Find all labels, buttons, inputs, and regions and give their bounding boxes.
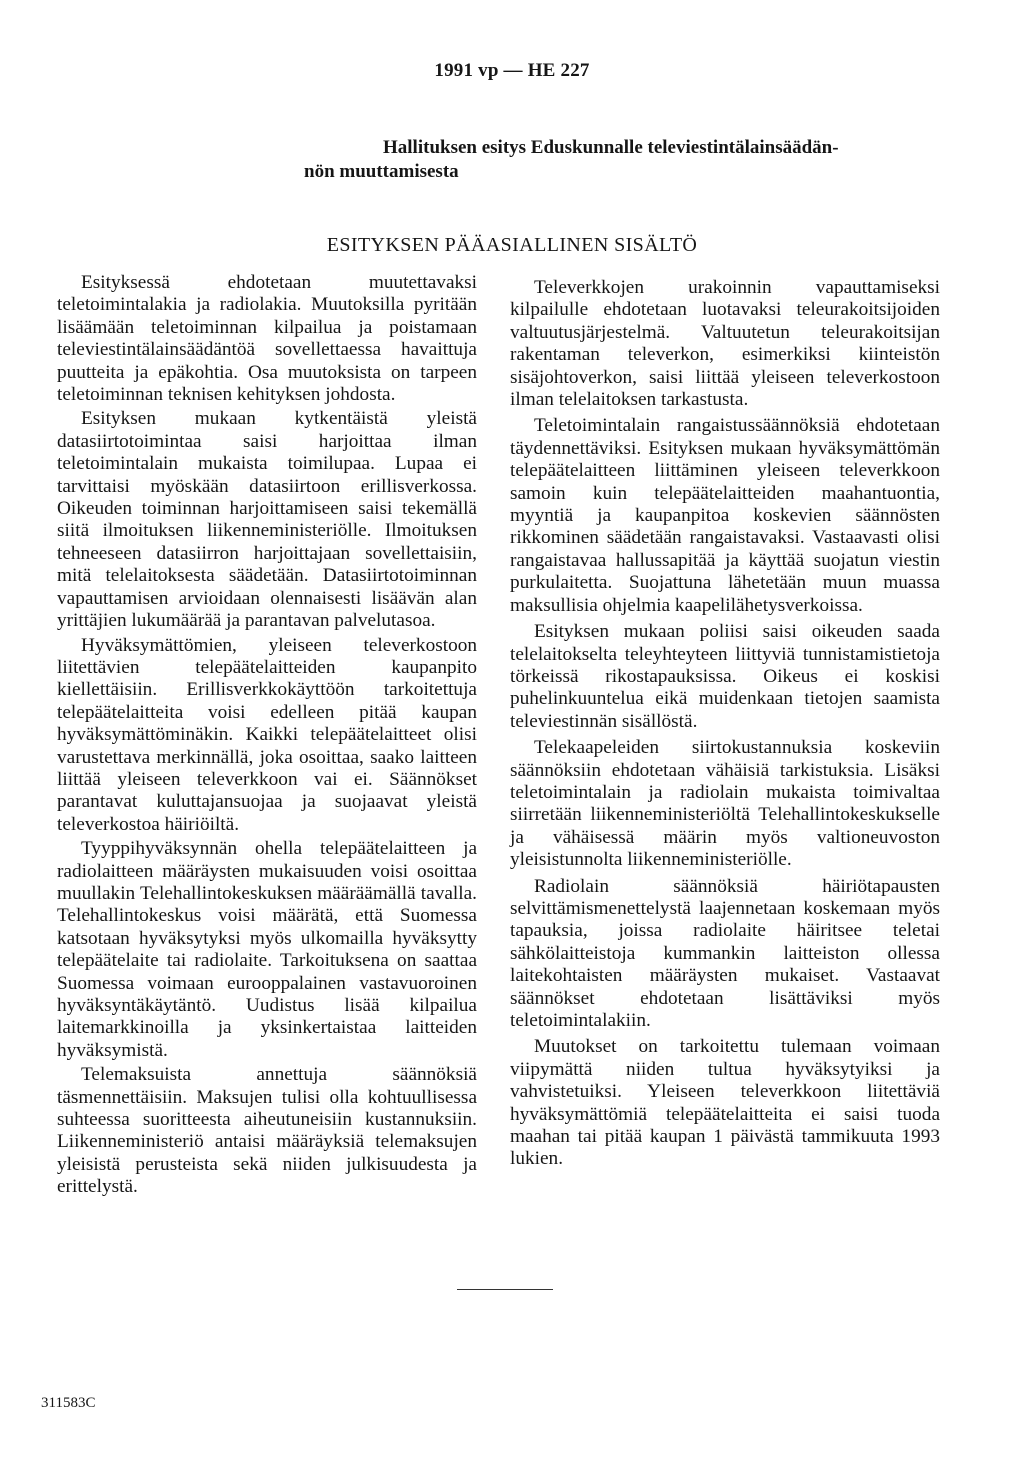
title-line-1: Hallituksen esitys Eduskunnalle televiestintälainsäädän- — [383, 137, 839, 158]
document-title — [304, 136, 983, 184]
right-column — [510, 277, 940, 1171]
paragraph: Teletoimintalain rangaistussäännöksiä ehdotetaan täydennettäviksi. Esityksen mukaan hyväksymättömän telepäätelaitteen liittäminen yleiseen televerkkoon samoin kuin telepäätelaitteiden maahantuontia, myyntiä ja kaupanpitoa koskevien säännösten rikkominen säädetään rangaistavaksi. Vastaavasti olisi rangaistavaa hallussapitää ja käyttää suojatun viestin purkulaitetta. Suojattuna lähetetään muun muassa maksullisia ohjelmia kaapelilähetysverkoissa. — [510, 415, 940, 616]
left-column — [57, 272, 477, 1199]
end-rule-divider — [457, 1289, 553, 1290]
paragraph: Hyväksymättömien, yleiseen televerkostoon liitettävien telepäätelaitteiden kaupanpito kiellettäisiin. Erillisverkkokäyttöön tarkoitettuja telepäätelaitteita voisi edelleen pitää kaupan hyväksymättöminäkin. Kaikki telepäätelaitteet olisi varustettava merkinnällä, joka osoittaa, saako laitteen liittää yleiseen televerkkoon vai ei. Säännökset parantavat kuluttajansuojaa ja suojaavat yleistä televerkostoa häiriöiltä. — [57, 634, 477, 835]
print-code: 311583C — [41, 1395, 96, 1411]
section-heading: ESITYKSEN PÄÄASIALLINEN SISÄLTÖ — [326, 234, 698, 256]
paragraph: Esityksessä ehdotetaan muutettavaksi teletoimintalakia ja radiolakia. Muutoksilla pyritään lisäämään teletoiminnan kilpailua ja poistamaan televiestintälainsäädäntöä sovellettaessa havaittuja puutteita ja epäkohtia. Osa muutoksista on tarpeen teletoiminnan teknisen kehityksen johdosta. — [57, 272, 477, 406]
title-line-2: nön muuttamisesta — [304, 161, 459, 182]
paragraph: Esityksen mukaan kytkentäistä yleistä datasiirtotoimintaa saisi harjoittaa ilman teletoimintalain mukaista toimilupaa. Lupaa ei tarvittaisi myöskään datasiirtoon erillisverkossa. Oikeuden toiminnan harjoittamiseen saisi tekemällä siitä ilmoituksen liikenneministeriölle. Ilmoituksen tehneeseen datasiirron harjoittajaan sovellettaisiin, mitä telelaitoksesta säädetään. Datasiirtotoiminnan vapauttamisen arvioidaan olennaisesti lisäävän alan yrittäjien lukumäärää ja parantavan palvelutasoa. — [57, 408, 477, 632]
paragraph: Telemaksuista annettuja säännöksiä täsmennettäisiin. Maksujen tulisi olla kohtuullisessa suhteessa suoritteesta aiheutuneisiin kustannuksiin. Liikenneministeriö antaisi määräyksiä telemaksujen yleisistä perusteista sekä niiden julkisuudesta ja erittelystä. — [57, 1064, 477, 1198]
paragraph: Tyyppihyväksynnän ohella telepäätelaitteen ja radiolaitteen määräysten mukaisuuden voisi osoittaa muullakin Telehallintokeskuksen määräämällä tavalla. Telehallintokeskus voisi määrätä, että Suomessa katsotaan hyväksytyksi myös ulkomailla hyväksytty telepäätelaite tai radiolaite. Tarkoituksena on saattaa Suomessa voimaan eurooppalainen vastavuoroinen hyväksyntäkäytäntö. Uudistus lisää kilpailua laitemarkkinoilla ja yksinkertaistaa laitteiden hyväksymistä. — [57, 838, 477, 1061]
paragraph: Radiolain säännöksiä häiriötapausten selvittämismenettelystä laajennetaan koskemaan myös tapauksia, joissa radiolaite häiritsee teletai sähkölaitteistoja kummankin laitteiston ollessa laitekohtaisten määräysten mukaiset. Vastaavat säännökset ehdotetaan lisättäviksi myös teletoimintalakiin. — [510, 875, 940, 1031]
paragraph: Esityksen mukaan poliisi saisi oikeuden saada telelaitokselta teleyhteyteen liittyviä tunnistamistietoja törkeissä rikostapauksissa. Oikeus ei koskisi puhelinkuuntelua eikä muidenkaan tietojen saamista televiestinnän sisällöstä. — [510, 621, 940, 732]
paragraph: Muutokset on tarkoitettu tulemaan voimaan viipymättä niiden tultua hyväksytyiksi ja vahvistetuiksi. Yleiseen televerkkoon liitettäviä hyväksymättömiä telepäätelaitteita ei saisi tuoda maahan tai pitää kaupan 1 päivästä tammikuuta 1993 lukien. — [510, 1036, 940, 1170]
paragraph: Telekaapeleiden siirtokustannuksia koskeviin säännöksiin ehdotetaan vähäisiä tarkistuksia. Lisäksi teletoimintalain ja radiolain mukaista toimivaltaa siirretään liikenneministeriöltä Telehallintokeskukselle ja vähäisessä määrin myös valtioneuvoston yleisistunnolta liikenneministeriölle. — [510, 737, 940, 871]
running-head: 1991 vp — HE 227 — [434, 60, 590, 81]
paragraph: Televerkkojen urakoinnin vapauttamiseksi kilpailulle ehdotetaan luotavaksi teleurakoitsijoiden valtuutusjärjestelmä. Valtuutetun teleurakoitsijan rakentaman televerkon, esimerkiksi kiinteistön sisäjohtoverkon, saisi liittää yleiseen televerkostoon ilman telelaitoksen tarkastusta. — [510, 277, 940, 411]
